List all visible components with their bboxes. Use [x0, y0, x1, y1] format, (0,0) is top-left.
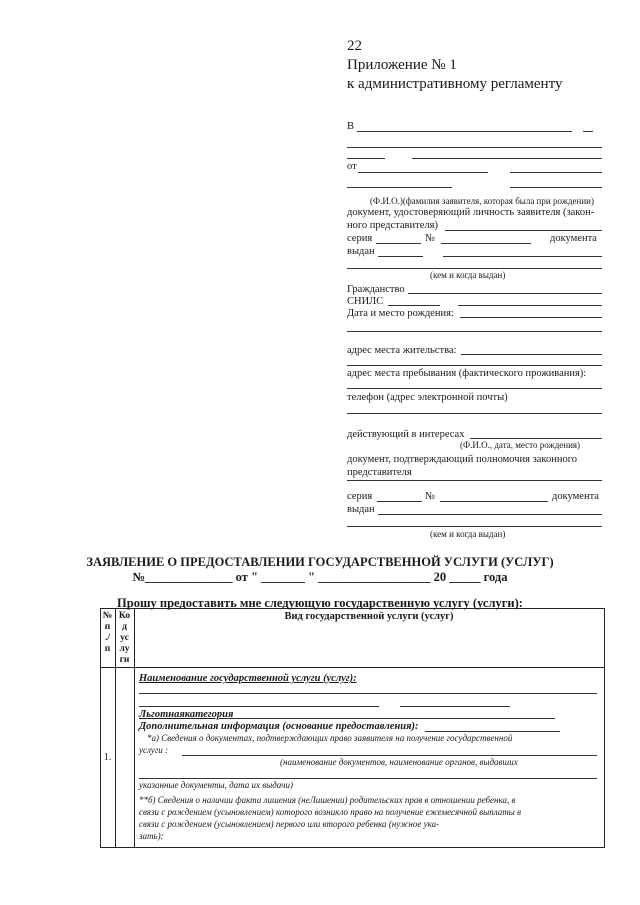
note-b-line-1: **б) Сведения о наличии факта лишения (неЛишении) родительских прав в отношении ребенка, в — [139, 795, 516, 805]
acting-caption: (Ф.И.О., дата, место рождения) — [460, 440, 581, 450]
additional-label: Дополнительная информация (основание предоставления): — [139, 721, 419, 732]
fill-line — [412, 158, 602, 159]
service-name-field[interactable] — [139, 693, 597, 694]
to-label: В — [347, 121, 355, 132]
authority-field[interactable] — [347, 480, 602, 481]
page-number: 22 — [347, 38, 362, 54]
number-sign: № — [425, 233, 436, 244]
phone-label: телефон (адрес электронной почты) — [347, 392, 508, 403]
fio-caption: (Ф.И.О.)(фамилия заявителя, которая была при рождении) — [370, 196, 594, 206]
birth-field[interactable] — [460, 317, 602, 318]
id-doc-field[interactable] — [445, 230, 602, 231]
col-num-header: № п ./ п — [102, 611, 113, 654]
statement-title: ЗАЯВЛЕНИЕ О ПРЕДОСТАВЛЕНИИ ГОСУДАРСТВЕННОЙ УСЛУГИ (УСЛУГ) — [86, 555, 554, 569]
citizenship-field[interactable] — [408, 293, 602, 294]
issued-field[interactable] — [378, 256, 423, 257]
from-field[interactable] — [358, 172, 488, 173]
from-label: от — [347, 161, 357, 172]
privilege-label: Льготнаякатегория — [139, 709, 234, 720]
table-header-border — [100, 667, 605, 668]
phone-field[interactable] — [347, 413, 602, 414]
service-name-label: Наименование государственной услуги (услуг): — [139, 673, 357, 684]
note-a-caption: (наименование документов, наименование органов, выдавших — [280, 757, 518, 767]
fill-line — [458, 305, 602, 306]
appendix-title: Приложение № 1 — [347, 57, 457, 73]
request-heading: Прошу предоставить мне следующую государственную услугу (услуги): — [117, 596, 523, 610]
snils-field[interactable] — [388, 305, 440, 306]
series2-field[interactable] — [377, 501, 422, 502]
authority-label: документ, подтверждающий полномочия законного — [347, 454, 578, 465]
residence-field-2[interactable] — [347, 365, 602, 366]
fill-line — [510, 187, 602, 188]
row-number: 1. — [103, 752, 112, 763]
citizenship-label: Гражданство — [347, 284, 405, 295]
fill-line — [443, 256, 602, 257]
appendix-subtitle: к административному регламенту — [347, 76, 563, 92]
document2-label: документа — [552, 491, 599, 502]
document-label: документа — [550, 233, 597, 244]
residence-field[interactable] — [461, 354, 602, 355]
series2-label: серия — [347, 491, 373, 502]
issued-label: выдан — [347, 246, 375, 257]
col-service-header: Вид государственной услуги (услуг) — [284, 611, 454, 622]
acting-label: действующий в интересах — [347, 429, 465, 440]
number2-field[interactable] — [440, 501, 548, 502]
additional-field[interactable] — [425, 731, 560, 732]
statement-number-line: №______________ от " _______ " __________________ 20 _____ года — [132, 570, 508, 584]
birth-field-2[interactable] — [347, 331, 602, 332]
fill-line — [400, 706, 510, 707]
fill-line — [583, 131, 593, 132]
note-b-line-2: связи с рождением (усыновлением) которого возникло право на получение ежемесячной выплаты в — [139, 807, 521, 817]
note-a-line-3: указанные документы, дата их выдачи) — [139, 780, 293, 790]
note-a-line-2: услуги : — [139, 745, 169, 755]
id-doc-label: документ, удостоверяющий личность заявителя (закон- — [347, 207, 595, 218]
issued2-caption: (кем и когда выдан) — [430, 529, 506, 539]
issued-caption: (кем и когда выдан) — [430, 270, 506, 280]
note-a-field[interactable] — [182, 755, 597, 756]
number2-sign: № — [425, 491, 436, 502]
table-right-border — [604, 608, 605, 848]
stay-field[interactable] — [347, 388, 602, 389]
residence-label: адрес места жительства: — [347, 345, 457, 356]
fill-line — [347, 158, 385, 159]
acting-field[interactable] — [470, 438, 602, 439]
issued-field-2[interactable] — [347, 268, 602, 269]
fill-line — [510, 172, 602, 173]
col-code-header: Ко д ус лу ги — [118, 611, 131, 665]
table-bottom-border — [100, 847, 605, 848]
table-top-border — [100, 608, 605, 609]
note-b-line-4: зать): — [139, 831, 164, 841]
note-a-field-2[interactable] — [139, 778, 597, 779]
stay-label: адрес места пребывания (фактического проживания): — [347, 368, 587, 379]
fill-line — [347, 187, 452, 188]
issued2-field[interactable] — [378, 514, 602, 515]
fill-line — [139, 706, 379, 707]
series-label: серия — [347, 233, 373, 244]
birth-label: Дата и место рождения: — [347, 308, 454, 319]
to-field-line2[interactable] — [347, 147, 602, 148]
issued2-label: выдан — [347, 504, 375, 515]
to-field[interactable] — [357, 131, 572, 132]
id-doc-label-2: ного представителя) — [347, 220, 438, 231]
privilege-field[interactable] — [225, 718, 555, 719]
note-a-line-1: *а) Сведения о документах, подтверждающих право заявителя на получение государственной — [147, 733, 513, 743]
series-field[interactable] — [376, 243, 421, 244]
snils-label: СНИЛС — [347, 296, 384, 307]
authority-label-2: представителя — [347, 467, 412, 478]
table-col-divider-2 — [134, 608, 135, 848]
note-b-line-3: связи с рождением (усыновлением) первого или второго ребенка (нужное ука- — [139, 819, 440, 829]
number-field[interactable] — [441, 243, 531, 244]
issued2-field-2[interactable] — [347, 526, 602, 527]
